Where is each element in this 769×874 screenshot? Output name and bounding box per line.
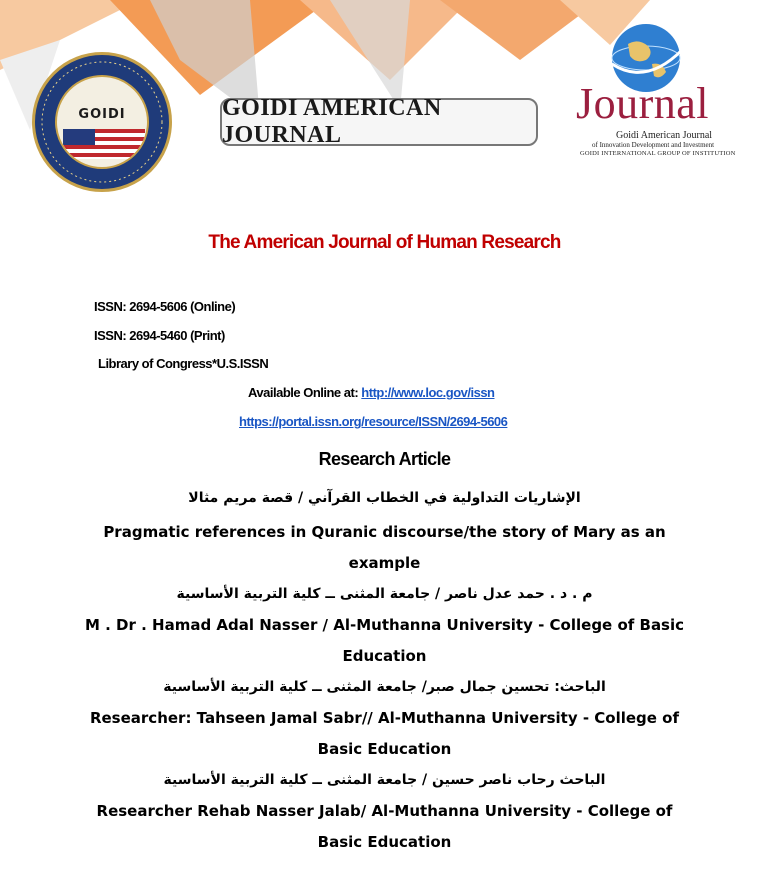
loc-issn-link[interactable]: http://www.loc.gov/issn (361, 385, 495, 400)
seal-logo-text: GOIDI (78, 107, 126, 122)
available-online-line (248, 385, 495, 400)
author-2-english-line2: Basic Education (317, 740, 452, 758)
author-3-arabic: الباحث رحاب ناصر حسين / جامعة المثنى ــ كلية التربية الأساسية (163, 772, 606, 788)
brand-subtitle-3: GOIDI INTERNATIONAL GROUP OF INSTITUTION (580, 150, 736, 157)
banner-title: GOIDI AMERICAN JOURNAL (222, 95, 442, 148)
article-title-english-line2: example (348, 554, 421, 572)
us-flag-icon (63, 129, 145, 159)
author-2-english-line1: Researcher: Tahseen Jamal Sabr// Al-Muthanna University - College of (89, 709, 680, 727)
library-of-congress: Library of Congress*U.S.ISSN (98, 356, 269, 371)
header-banner (0, 0, 769, 200)
article-type: Research Article (318, 449, 451, 469)
author-1-english-line2: Education (342, 647, 427, 665)
journal-title: The American Journal of Human Research (208, 232, 561, 253)
available-online-label: Available Online at: (248, 385, 359, 400)
author-2-arabic: الباحث: تحسين جمال صبر/ جامعة المثنى ــ كلية التربية الأساسية (163, 679, 606, 695)
goidi-seal-logo (32, 52, 172, 192)
issn-print: ISSN: 2694-5460 (Print) (94, 328, 225, 343)
article-title-arabic: الإشاريات التداولية في الخطاب القرآني / قصة مريم مثالا (188, 490, 581, 506)
seal-inner (55, 75, 149, 169)
portal-issn-link[interactable]: https://portal.issn.org/resource/ISSN/2694-5606 (239, 414, 508, 429)
issn-online: ISSN: 2694-5606 (Online) (94, 299, 236, 314)
author-3-english-line1: Researcher Rehab Nasser Jalab/ Al-Muthanna University - College of (96, 802, 673, 820)
author-3-english-line2: Basic Education (317, 833, 452, 851)
journal-brand-logo (570, 20, 760, 160)
brand-word: Journal (576, 79, 710, 128)
banner-title-plate (220, 95, 538, 148)
article-title-english-line1: Pragmatic references in Quranic discourse/the story of Mary as an (103, 523, 666, 541)
portal-line (239, 414, 507, 429)
brand-subtitle-2: of Innovation Development and Investment (592, 141, 715, 149)
author-1-arabic: م . د . حمد عدل ناصر / جامعة المثنى ــ كلية التربية الأساسية (176, 586, 593, 602)
author-1-english-line1: M . Dr . Hamad Adal Nasser / Al-Muthanna University - College of Basic (84, 616, 685, 634)
brand-subtitle-1: Goidi American Journal (616, 130, 713, 141)
